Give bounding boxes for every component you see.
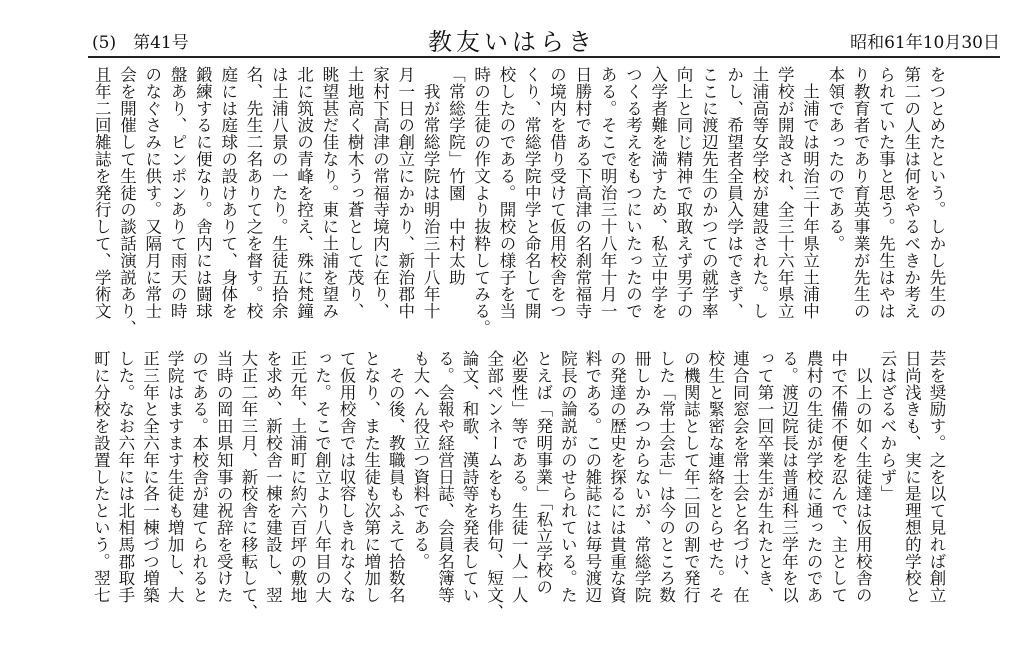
text-column: 当時の岡田県知事の祝辞を受けた — [214, 350, 234, 604]
newsletter-title: 教友いはらき — [428, 28, 596, 56]
text-column: 町に分校を設置したという。翌七 — [91, 350, 111, 604]
text-column: その後、教職員もふえて拾数名 — [386, 350, 406, 604]
text-column: 盤あり、ピンポンありて雨天の時 — [168, 66, 188, 320]
text-column: 校生と緊密な連絡をとらせた。そ — [705, 350, 725, 604]
text-column: 土地高く樹木うっ蒼として茂り、 — [345, 66, 365, 320]
text-column: 月一日の創立にかかり、新治郡中 — [395, 66, 415, 320]
text-column: を求め、新校舎一棟を建設し、翌 — [263, 350, 283, 604]
text-column: 向上と同じ精神で取敢えず男子の — [674, 66, 694, 320]
text-column: 農村の生徒が学校に通ったのであ — [804, 350, 824, 604]
text-column: 冊しかみつからないが、常総学院 — [632, 350, 652, 604]
text-column: となり、また生徒も次第に増加し — [361, 350, 381, 604]
text-column: 土浦では明治三十年県立土浦中 — [800, 66, 820, 320]
text-column: 庭には庭球の設けありて、身体を — [218, 66, 238, 320]
text-column: 必要性」等である。生徒一人一人 — [509, 350, 529, 604]
text-column: 会を開催して生徒の談話演説あり、 — [117, 66, 137, 337]
text-column: は土浦八景の一たり。生徒五拾余 — [269, 66, 289, 320]
text-column: 大正二年三月、新校舎に移転して、 — [238, 350, 258, 621]
publication-date: 昭和61年10月30日 — [850, 33, 1000, 53]
text-column: 我が常総学院は明治三十八年十 — [421, 66, 441, 320]
text-column: 鍛練するに便なり。舎内には闘球 — [193, 66, 213, 320]
text-column: 日勝村である下高津の名刹常福寺 — [572, 66, 592, 320]
text-column: をつとめたという。しかし先生の — [927, 66, 946, 320]
text-column: の発達の歴史を探るには貴重な資 — [607, 350, 627, 604]
text-column: る。渡辺院長は普通科三学年を以 — [779, 350, 799, 604]
text-column: 中で不備不便を忍んで、主として — [828, 350, 848, 604]
text-column: 連合同窓会を常士会と名づけ、在 — [730, 350, 750, 604]
text-column: 以上の如く生徒達は仮用校舎の — [853, 350, 873, 604]
text-column: かし、希望者全員入学はできず、 — [724, 66, 744, 320]
text-column: の機関誌として年二回の割で発行 — [681, 350, 701, 604]
text-column: 名、先生二名ありて之を督す。校 — [243, 66, 263, 320]
text-column: る。会報や経営日誌、会員名簿等 — [435, 350, 455, 604]
header-divider — [88, 56, 1000, 58]
text-column: 正三年と全六年に各一棟づつ増築 — [140, 350, 160, 604]
text-column: 云はざるべからず」 — [877, 350, 897, 503]
text-column: つくる考えをもつにいたったので — [623, 66, 643, 320]
text-column: した「常士会志」は今のところ数 — [656, 350, 676, 604]
page-header — [0, 0, 1024, 58]
text-column: 校したのである。開校の様子を当 — [496, 66, 516, 320]
text-column: 院長の論説がのせられている。た — [558, 350, 578, 604]
text-column: 論文、和歌、漢詩等を発表してい — [460, 350, 480, 604]
text-column: の境内を借り受けて仮用校舎をつ — [547, 66, 567, 320]
text-column: ある。そこで明治三十八年十月一 — [598, 66, 618, 320]
text-column: 料である。この雑誌には毎号渡辺 — [582, 350, 602, 604]
text-column: も大へん役立つ資料である。 — [410, 350, 430, 570]
text-column: て仮用校舎では収容しきれなくな — [337, 350, 357, 604]
text-column: 入学者難を満すため、私立中学を — [648, 66, 668, 320]
text-column: 日尚浅きも、実に是理想的学校と — [902, 350, 922, 604]
text-column: のである。本校舎が建てられると — [189, 350, 209, 604]
text-column: 学院はますます生徒も増加し、大 — [165, 350, 185, 604]
text-column: した。なお六年には北相馬郡取手 — [115, 350, 135, 604]
text-column: られていた事と思う。先生はやは — [876, 66, 896, 320]
text-column: 「常総学院」竹園 中村太助 — [446, 66, 466, 286]
upper-text-block — [90, 66, 950, 344]
text-column: 正元年、土浦町に約六百坪の敷地 — [287, 350, 307, 604]
text-column: 本領であったのである。 — [825, 66, 845, 252]
text-column: った。そこで創立より八年目の大 — [312, 350, 332, 604]
lower-text-block — [90, 350, 950, 628]
text-column: 家村下高津の常福寺境内に在り、 — [370, 66, 390, 320]
text-column: 芸を奨励す。之を以て見れば創立 — [927, 350, 946, 604]
text-column: 学校が開設され、全三十六年県立 — [775, 66, 795, 320]
issue-number: (5) 第41号 — [92, 33, 189, 53]
text-column: り教育者であり育英事業が先生の — [851, 66, 871, 320]
text-column: のなぐさみに供す。又隔月に常士 — [142, 66, 162, 320]
text-column: 且年二回雑誌を発行して、学術文 — [92, 66, 112, 320]
text-column: くり、常総学院中学と命名して開 — [522, 66, 542, 320]
text-column: ここに渡辺先生のかつての就学率 — [699, 66, 719, 320]
text-column: 全部ペンネームをもち俳句、短文、 — [484, 350, 504, 621]
text-column: 眺望甚だ佳なり。東に土浦を望み — [319, 66, 339, 320]
text-column: 第二の人生は何をやるべきか考え — [901, 66, 921, 320]
text-column: 時の生徒の作文より抜粋してみる。 — [471, 66, 491, 337]
text-column: 土浦高等女学校が建設された。し — [749, 66, 769, 320]
text-column: って第一回卒業生が生れたとき、 — [754, 350, 774, 604]
text-column: 北に筑波の青峰を控え、殊に梵鐘 — [294, 66, 314, 320]
text-column: とえば「発明事業」「私立学校の — [533, 350, 553, 596]
